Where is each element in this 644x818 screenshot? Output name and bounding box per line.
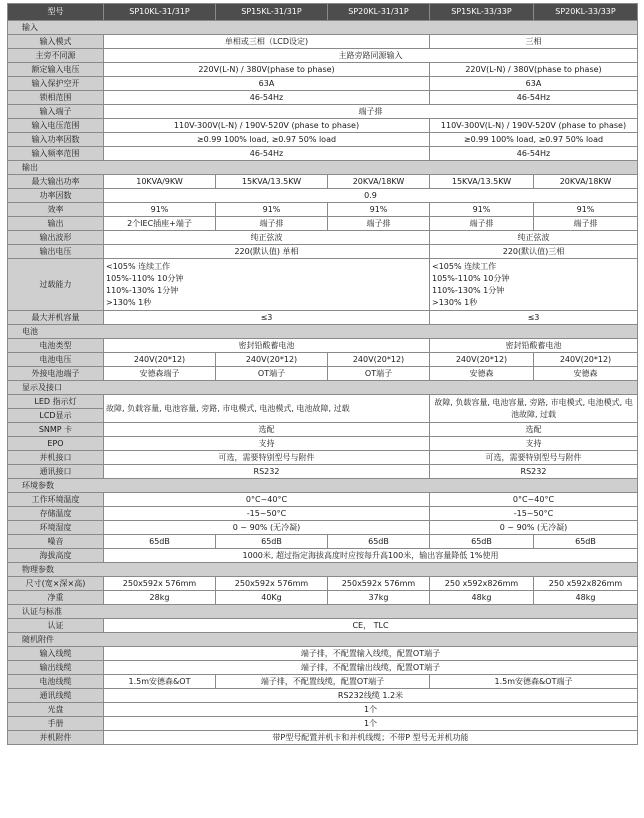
spec-label: 通讯接口 (8, 465, 104, 479)
spec-label: 光盘 (8, 703, 104, 717)
section-title: 物理参数 (8, 563, 638, 577)
spec-value: 端子排 (104, 105, 638, 119)
spec-row (8, 245, 638, 259)
spec-label: 噪音 (8, 535, 104, 549)
section-input (8, 21, 638, 35)
spec-label: 过载能力 (8, 259, 104, 311)
spec-row (8, 521, 638, 535)
spec-label: 输入保护空开 (8, 77, 104, 91)
spec-value: 91% (534, 203, 638, 217)
spec-label: LCD显示 (8, 409, 104, 423)
spec-value: 46-54Hz (430, 91, 638, 105)
spec-value: 可选，需要特别型号与附件 (430, 451, 638, 465)
spec-value: 240V(20*12) (328, 353, 430, 367)
spec-row (8, 49, 638, 63)
spec-value: 250 x592x826mm (430, 577, 534, 591)
spec-value: 端子排，不配置输入线缆，配置OT端子 (104, 647, 638, 661)
spec-row (8, 689, 638, 703)
spec-value: 250x592x 576mm (104, 577, 216, 591)
spec-row (8, 217, 638, 231)
overload-line: >130% 1秒 (106, 297, 152, 307)
spec-label: 并机附件 (8, 731, 104, 745)
spec-value: -15~50°C (430, 507, 638, 521)
spec-value: 0.9 (104, 189, 638, 203)
spec-label: 输出波形 (8, 231, 104, 245)
section-title: 随机附件 (8, 633, 638, 647)
spec-value: 240V(20*12) (430, 353, 534, 367)
spec-label: 电池电压 (8, 353, 104, 367)
spec-value (104, 259, 430, 311)
spec-value: 220V(L-N) / 380V(phase to phase) (430, 63, 638, 77)
overload-line: 105%-110% 10分钟 (432, 273, 510, 283)
spec-label: 环境湿度 (8, 521, 104, 535)
spec-value: 密封铅酸蓄电池 (430, 339, 638, 353)
spec-row (8, 147, 638, 161)
spec-value: 46-54Hz (104, 91, 430, 105)
spec-row (8, 35, 638, 49)
overload-line: 110%-130% 1分钟 (432, 285, 505, 295)
spec-label: 外接电池端子 (8, 367, 104, 381)
spec-row (8, 451, 638, 465)
spec-value: 1000米, 超过指定海拔高度时应按每升高100米，输出容量降低 1%使用 (104, 549, 638, 563)
spec-label: 通讯线缆 (8, 689, 104, 703)
overload-list (432, 261, 509, 309)
spec-label: EPO (8, 437, 104, 451)
spec-label: 输出线缆 (8, 661, 104, 675)
spec-row (8, 703, 638, 717)
spec-value: 安德森端子 (104, 367, 216, 381)
spec-value: 15KVA/13.5KW (216, 175, 328, 189)
spec-value: 三相 (430, 35, 638, 49)
spec-value: 48kg (430, 591, 534, 605)
spec-value: 91% (216, 203, 328, 217)
spec-value: 20KVA/18KW (328, 175, 430, 189)
spec-value: 1.5m安德森&OT端子 (430, 675, 638, 689)
model-name: SP15KL-33/33P (430, 4, 534, 21)
section-title: 电池 (8, 325, 638, 339)
model-header: 型号 (8, 4, 104, 21)
overload-line: <105% 连续工作 (106, 261, 171, 271)
spec-value: 250x592x 576mm (216, 577, 328, 591)
spec-label: 额定输入电压 (8, 63, 104, 77)
overload-line: 110%-130% 1分钟 (106, 285, 179, 295)
spec-label: 输出电压 (8, 245, 104, 259)
spec-value: ≥0.99 100% load, ≥0.97 50% load (430, 133, 638, 147)
spec-value: 主路旁路同源输入 (104, 49, 638, 63)
section-title: 环境参数 (8, 479, 638, 493)
spec-value: CE， TLC (104, 619, 638, 633)
spec-label: 主旁不同源 (8, 49, 104, 63)
spec-value: OT端子 (216, 367, 328, 381)
spec-row (8, 203, 638, 217)
overload-list (106, 261, 183, 309)
spec-row (8, 591, 638, 605)
spec-value: 48kg (534, 591, 638, 605)
spec-label: 尺寸(宽×深×高) (8, 577, 104, 591)
spec-value: 1.5m安德森&OT (104, 675, 216, 689)
spec-value: 0°C~40°C (430, 493, 638, 507)
spec-row (8, 367, 638, 381)
spec-value: 安德森 (534, 367, 638, 381)
spec-label: 输入端子 (8, 105, 104, 119)
spec-label: 电池线缆 (8, 675, 104, 689)
spec-label: LED 指示灯 (8, 395, 104, 409)
section-physical (8, 563, 638, 577)
model-name: SP20KL-31/31P (328, 4, 430, 21)
spec-label: 输入频率范围 (8, 147, 104, 161)
spec-value: 91% (328, 203, 430, 217)
spec-value: 20KVA/18KW (534, 175, 638, 189)
spec-value: 65dB (216, 535, 328, 549)
spec-row (8, 493, 638, 507)
overload-line: >130% 1秒 (432, 297, 478, 307)
spec-value: 端子排 (216, 217, 328, 231)
spec-value: 带P型号配置并机卡和并机线缆；不带P 型号无并机功能 (104, 731, 638, 745)
spec-value: 65dB (534, 535, 638, 549)
spec-value: 28kg (104, 591, 216, 605)
spec-label: 电池类型 (8, 339, 104, 353)
spec-row (8, 395, 638, 409)
spec-value: 选配 (104, 423, 430, 437)
spec-value: 0 ~ 90% (无冷凝) (104, 521, 430, 535)
spec-value: 选配 (430, 423, 638, 437)
spec-label: 并机接口 (8, 451, 104, 465)
spec-value: -15~50°C (104, 507, 430, 521)
spec-row (8, 717, 638, 731)
spec-value: 37kg (328, 591, 430, 605)
section-title: 输入 (8, 21, 638, 35)
section-accessories (8, 633, 638, 647)
spec-row (8, 423, 638, 437)
spec-value: 故障, 负载容量, 电池容量, 旁路, 市电模式, 电池模式, 电池故障, 过载 (104, 395, 430, 423)
spec-value: 240V(20*12) (216, 353, 328, 367)
spec-value: ≥0.99 100% load, ≥0.97 50% load (104, 133, 430, 147)
spec-value: 0 ~ 90% (无冷凝) (430, 521, 638, 535)
spec-row (8, 465, 638, 479)
spec-value: RS232 (430, 465, 638, 479)
spec-row (8, 675, 638, 689)
spec-value: 91% (430, 203, 534, 217)
spec-value: 65dB (328, 535, 430, 549)
spec-label: SNMP 卡 (8, 423, 104, 437)
spec-row (8, 311, 638, 325)
spec-label: 输入功率因数 (8, 133, 104, 147)
spec-value: 端子排，不配置输出线缆，配置OT端子 (104, 661, 638, 675)
spec-value: 240V(20*12) (104, 353, 216, 367)
spec-row (8, 339, 638, 353)
spec-value: OT端子 (328, 367, 430, 381)
spec-label: 效率 (8, 203, 104, 217)
section-display (8, 381, 638, 395)
header-row (8, 4, 638, 21)
spec-value: 纯正弦波 (104, 231, 430, 245)
spec-value: 65dB (430, 535, 534, 549)
spec-value: 46-54Hz (104, 147, 430, 161)
spec-value: ≤3 (430, 311, 638, 325)
spec-value: 可选，需要特别型号与附件 (104, 451, 430, 465)
spec-value: 支持 (104, 437, 430, 451)
spec-value: 220(默认值) 单相 (104, 245, 430, 259)
spec-row (8, 133, 638, 147)
model-name: SP20KL-33/33P (534, 4, 638, 21)
spec-value: 安德森 (430, 367, 534, 381)
spec-row (8, 119, 638, 133)
spec-value: 15KVA/13.5KW (430, 175, 534, 189)
section-title: 显示及接口 (8, 381, 638, 395)
spec-row (8, 189, 638, 203)
spec-value: 40Kg (216, 591, 328, 605)
spec-value: 110V-300V(L-N) / 190V-520V (phase to phase) (104, 119, 430, 133)
section-title: 输出 (8, 161, 638, 175)
spec-value: 91% (104, 203, 216, 217)
spec-label: 海拔高度 (8, 549, 104, 563)
spec-value: 250x592x 576mm (328, 577, 430, 591)
spec-row (8, 731, 638, 745)
spec-value: 单相或三相（LCD设定) (104, 35, 430, 49)
spec-label: 输出 (8, 217, 104, 231)
spec-row (8, 77, 638, 91)
spec-label: 认证 (8, 619, 104, 633)
spec-row (8, 63, 638, 77)
section-title: 认证与标准 (8, 605, 638, 619)
spec-value: 220(默认值)三相 (430, 245, 638, 259)
spec-label: 存储温度 (8, 507, 104, 521)
spec-value: 63A (430, 77, 638, 91)
spec-value: 1个 (104, 717, 638, 731)
spec-row (8, 535, 638, 549)
spec-value: 110V-300V(L-N) / 190V-520V (phase to phase) (430, 119, 638, 133)
spec-row (8, 91, 638, 105)
section-battery (8, 325, 638, 339)
spec-label: 最大输出功率 (8, 175, 104, 189)
spec-label: 最大并机容量 (8, 311, 104, 325)
model-name: SP15KL-31/31P (216, 4, 328, 21)
spec-value: 支持 (430, 437, 638, 451)
spec-row (8, 577, 638, 591)
spec-label: 工作环境温度 (8, 493, 104, 507)
spec-value: 纯正弦波 (430, 231, 638, 245)
spec-row (8, 437, 638, 451)
spec-row (8, 259, 638, 311)
spec-value: 1个 (104, 703, 638, 717)
spec-value: 46-54Hz (430, 147, 638, 161)
spec-value: 240V(20*12) (534, 353, 638, 367)
spec-label: 输入线缆 (8, 647, 104, 661)
spec-value: 端子排，不配置线缆，配置OT端子 (216, 675, 430, 689)
spec-row (8, 105, 638, 119)
spec-row (8, 619, 638, 633)
section-certification (8, 605, 638, 619)
spec-row (8, 661, 638, 675)
spec-row (8, 507, 638, 521)
spec-row (8, 175, 638, 189)
spec-value: 220V(L-N) / 380V(phase to phase) (104, 63, 430, 77)
spec-value: ≤3 (104, 311, 430, 325)
spec-value: 端子排 (534, 217, 638, 231)
spec-value: RS232线缆 1.2米 (104, 689, 638, 703)
spec-value: 端子排 (328, 217, 430, 231)
spec-value: 故障, 负载容量, 电池容量, 旁路, 市电模式, 电池模式, 电池故障, 过载 (430, 395, 638, 423)
spec-value: RS232 (104, 465, 430, 479)
spec-value: 密封铅酸蓄电池 (104, 339, 430, 353)
spec-label: 输入模式 (8, 35, 104, 49)
spec-value: 0°C~40°C (104, 493, 430, 507)
spec-row (8, 353, 638, 367)
spec-table (7, 3, 638, 745)
spec-value: 63A (104, 77, 430, 91)
overload-line: 105%-110% 10分钟 (106, 273, 184, 283)
spec-label: 锁相范围 (8, 91, 104, 105)
spec-label: 手册 (8, 717, 104, 731)
spec-label: 净重 (8, 591, 104, 605)
spec-row (8, 231, 638, 245)
spec-row (8, 647, 638, 661)
model-name: SP10KL-31/31P (104, 4, 216, 21)
spec-value: 端子排 (430, 217, 534, 231)
spec-row (8, 549, 638, 563)
section-output (8, 161, 638, 175)
spec-label: 输入电压范围 (8, 119, 104, 133)
spec-value: 250 x592x826mm (534, 577, 638, 591)
spec-label: 功率因数 (8, 189, 104, 203)
spec-value: 2个IEC插座+端子 (104, 217, 216, 231)
spec-value: 10KVA/9KW (104, 175, 216, 189)
spec-value: 65dB (104, 535, 216, 549)
section-environment (8, 479, 638, 493)
spec-value (430, 259, 638, 311)
overload-line: <105% 连续工作 (432, 261, 497, 271)
